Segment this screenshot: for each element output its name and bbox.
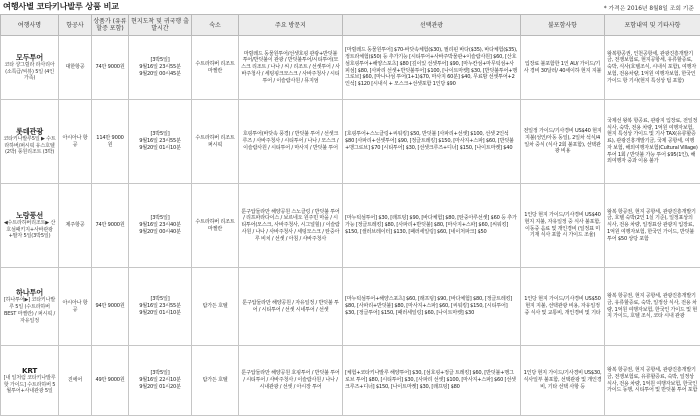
column-header: 여행사명	[1, 15, 59, 36]
airline-cell: 진에어	[59, 346, 92, 416]
schedule-line: 9월20일 01시10분	[131, 145, 189, 152]
price-cell: 74만 9000원	[92, 36, 129, 100]
schedule-line: 9월16일 22시10분	[131, 377, 189, 384]
schedule-line: [3박5일]	[131, 296, 189, 303]
column-header: 주요 방문지	[239, 15, 343, 36]
comparison-table	[0, 14, 700, 416]
optional-tours-cell: [호핑투어+스노클링+씨워킹] $50, 반딧불 [사파리+선셋] $100, 선셋 2인석 $80 [사파리+선셋투어] $90, [정글트레킹] $150, [마사지+스파] $60, [반딧불+맹그로브] $70 [시티투어] $30, [선셋크루즈+디너] $150, [나이트마켓] $40	[343, 100, 521, 184]
optional-tours-cell: [마누틱섬투어+해양스포츠] $60, [래프팅] $90, [바다체험] $80, [정글트레킹] $80, [사파리+반딧불] $80, [마사지+스파] $60, [씨워킹] $150, [시티투어] $30, [정글투어] $150, [패러세일링] $60, [나이트마켓] $30	[343, 268, 521, 346]
page-title: 여행사별 코타키나발루 상품 비교	[3, 1, 119, 12]
schedule-line: [3박5일]	[131, 131, 189, 138]
included-cell: 왕복항공권, 인천공항세, 관광진흥개발기금, 전쟁보험료, 현지공항세, 유류할증료, 숙박, 식사(호텔조식, 시내식 포함), 여행자보험, 전용차량, 1억원 여행자보험, 한국인 가이드 항 기사(현지 특성상 팁 포함)	[605, 36, 700, 100]
included-cell: 국제선 왕복 항공료, 관광지 입장료, 전일정 식사, 숙박, 전용 차량, 1억원 여행자보험, 현지 특성상 가이드 및 기사 TAX(유류할증료), 관광진흥개발기금, 국제 공항세, 여행자 보험, 해외여행자보험(Cultural Village) 투어 1회 / 반딧불 가능 투어 $95(1인), 해외여행자 중과 이용 불가	[605, 100, 700, 184]
excluded-cell: 입장료 불포함한 1인 AU/ 가이드/기사 경비 30달러/ 40세이하 현지 지불	[521, 36, 605, 100]
optional-tours-cell: [체험+코타키나발루 해양투어] $30, [섬호핑+정글 트레킹] $60, [반딧불+맹그로브 투어] $80, [시티투어] $30, [사파리 선셋] $100, [마사지+스파] $60 [선셋크루즈+디너] $150, [나이트마켓] $30, [래프팅] $80	[343, 346, 521, 416]
column-header: 숙소	[192, 15, 239, 36]
schedule-line: 9월16일 23시55분	[131, 138, 189, 145]
airline-cell: 제주항공	[59, 184, 92, 268]
excluded-cell: 1인당 현지 가이드/기사경비 US$30, 식사일부 불포함, 선택관광 및 개인경비, 기타 선택 사항 등	[521, 346, 605, 416]
price-cell: 74만 9000원	[92, 184, 129, 268]
column-header: 불포함사항	[521, 15, 605, 36]
schedule-cell	[129, 184, 192, 268]
included-cell: 왕복 항공권, 현지 공항세, 관광진흥개발기금, 호텔 숙박(2인 1실 기준), 일정표상의 식사, 전용 차량, 일정표상 관광지 입장료, 1억원 여행자보험, 한국인 가이드, 반딧불투어 $50 상당 포함	[605, 184, 700, 268]
airline-cell: 대한항공	[59, 36, 92, 100]
agency-name: 하나투어	[3, 288, 56, 297]
agency-cell	[1, 100, 59, 184]
table-row	[1, 36, 700, 100]
visits-cell: 툰구압둘라만 해양공원 / 자유일정 / 반딧불 투어 / 시티투어 / 선셋 시네투어 / 선셋	[239, 268, 343, 346]
hotel-cell: 수트라하버 리조트마젤란	[192, 184, 239, 268]
agency-cell	[1, 346, 59, 416]
visits-cell: 호핑투어(바닷속 풍경) / 반딧불 투어 / 선셋크루즈 / 사바주청사 / 시티투어 / 나나 / 모스크 / 이슬람사원 / 시티투어 / 마사지 / 반딧불 투어	[239, 100, 343, 184]
included-cell: 왕복 항공권, 현지 공항세, 관광진흥개발기금, 유류할증료, 숙박, 일정상 식사, 전용 차량, 1억원 여행자보험, 한국인 가이드 및 현지 가이드, 호텔 조식, 코타 시내 관광	[605, 268, 700, 346]
price-cell: 114만 9000원	[92, 100, 129, 184]
schedule-line: 9월20일 00시40분	[131, 229, 189, 236]
hotel-cell: 수트라하버 리조트퍼시픽	[192, 100, 239, 184]
optional-tours-cell: [마누틱섬투어] $30, [래프팅] $90, [바다체험] $80, [탄중아루선셋] $60 등 추가 가능 [정글트레킹] $80, [사파리+반딧불] $80, [마사지+스파] $60, [씨워킹] $150, [샐러브레이터] $130, [패러세일링] $60, [네이처파크] $50	[343, 184, 521, 268]
agency-name: 롯데관광	[3, 127, 56, 136]
airline-cell: 아시아나 항공	[59, 268, 92, 346]
price-cell: 94만 9000원	[92, 268, 129, 346]
hotel-cell: 탐가든 호텔	[192, 268, 239, 346]
agency-name: 노랑풍선	[3, 211, 56, 220]
agency-cell	[1, 36, 59, 100]
column-header: 상품가 (유류할증 포함)	[92, 15, 129, 36]
table-row	[1, 184, 700, 268]
hotel-cell: 탐가든 호텔	[192, 346, 239, 416]
product-name: [하나투어▶] 코타키나발루 5일 (수트라하버 BEST 마젤란) / 퍼시픽 / 자유일정	[4, 297, 55, 323]
table-row	[1, 346, 700, 416]
schedule-line: 9월20일 00시45분	[131, 71, 189, 78]
product-name: [내 일처럼 코타키나발루 핫 가이드] 수트라하버 5월투어+사내관광 5일	[4, 375, 56, 395]
schedule-line: 9월20일 01시10분	[131, 310, 189, 317]
schedule-cell	[129, 100, 192, 184]
schedule-line: 9월16일 23시55분	[131, 64, 189, 71]
agency-name: 모두투어	[3, 53, 56, 62]
column-header: 항공사	[59, 15, 92, 36]
table-header-row	[1, 15, 700, 36]
header	[0, 0, 700, 14]
table-row	[1, 268, 700, 346]
excluded-cell: 전일정 가이드/기사경비 US$40 현지 지불(성인/아동 동일), 2일차 석식/4일차 중식 (식사 2회 불포함), 선택관광 비용	[521, 100, 605, 184]
column-header: 현지도착 및 귀국행 출발시간	[129, 15, 192, 36]
excluded-cell: 1인당 현지 가이드/기사경비 US$40 현지 지불, 자유일정 중 식사 불포함, 이동중 음료 및 개인경비 (일정표 미기재 식사 포함 시 가이드 조율)	[521, 184, 605, 268]
excluded-cell: 1인당 현지 가이드/기사경비 US$50 현지 지불, 선택관광 비용, 자유일정 중 식사 및 교통비, 개인경비 및 기타	[521, 268, 605, 346]
hotel-cell: 수트라하버 리조트마젤란	[192, 36, 239, 100]
product-name: ◀수트라하버리조트▶ 산호섬패키지+사바관광+팔자 5일(3박5일)	[4, 220, 55, 240]
product-name: 코타키나발루5일 ▶ 수트라하버/퍼시픽 유스호텔(2박) 풍원리조트 (3박)	[3, 136, 55, 156]
airline-cell: 아시아나 항공	[59, 100, 92, 184]
price-note: * 가격은 2016년 8월8일 조회 기준	[604, 3, 694, 12]
visits-cell: 툰구압둘라만 해양공원 스노클링 / 반딧불 투어 / 리프파라다이스 / 보르네오 원주민 마을 / 시티투어(모스크, 사바주청사, 시그널힐) / 이슬람 사원 / 나나 / 사바주청사 / 세팅모스크 / 탄중아루 비치 / 선셋 / 아침 / 사바주청사	[239, 184, 343, 268]
schedule-line: 9월20일 01시20분	[131, 384, 189, 391]
schedule-cell	[129, 268, 192, 346]
schedule-cell	[129, 346, 192, 416]
agency-name: KRT	[3, 366, 56, 375]
price-cell: 49만 9000원	[92, 346, 129, 416]
agency-cell	[1, 184, 59, 268]
column-header: 선택관광	[343, 15, 521, 36]
schedule-line: 9월16일 23시40분	[131, 222, 189, 229]
column-header: 포함내역 및 기타사항	[605, 15, 700, 36]
schedule-line: [3박5일]	[131, 370, 189, 377]
schedule-line: [3박5일]	[131, 215, 189, 222]
included-cell: 왕복 항공권, 현지 공항세, 관광진흥개발기금, 전쟁보험료, 유류할증료, 숙박, 일정상 식사, 전용 차량, 1억원 여행자보험, 한국인 가이드 동행, 시티투어 및 반딧불 투어 포함	[605, 346, 700, 416]
agency-cell	[1, 268, 59, 346]
visits-cell: 툰구압둘라만 해양공원 호핑투어 / 반딧불 투어 / 시티투어 / 사바주청사 / 이슬람사원 / 나나 / 시내관광 / 선셋 / 아시장 투어	[239, 346, 343, 416]
schedule-line: [3박5일]	[131, 57, 189, 64]
schedule-cell	[129, 36, 192, 100]
optional-tours-cell: [마릴레드 동물원투어] $70-바닷속체험($30), 필리핀 바다($35), 바다체험($35), 정트라체험($50) 등 추가기능 [시티투어+사바주박물관+이슬람사원] $60, [산호섬호핑투어+해양스포츠] $80 [깊이있 선셋투어] $90, [마누칸섬+마무틱섬+사피섬] $80, [사파리 선셋+반딧불투어] $100, [나이트마켓] $30, [반딧불투어+맹그로브] $60, [마나나섬 투어(1+1)$70, 마사지 60분] $40, 무료밤 선셋투어+2인석] $120 [시내식 + 모스크+선셋포함 1인당 $90	[343, 36, 521, 100]
table-row	[1, 100, 700, 184]
schedule-line: 9월16일 23시55분	[131, 303, 189, 310]
visits-cell: 마릴레드 동물원투어/선셋호핑 관광+반딧불 투어/반딧불이 관광 / 반딧불투어/시티투어(모스크 리조트 / 나나 / 씨 / 리조트 / 선셋투어 / 사바주청사 / 세팅핑크모스크 / 사바주청사 / 시티투어 / 이슬람사원 / 뮤지엄	[239, 36, 343, 100]
product-name: 코타 샹그릴라 라사리아 (소특급/씨뷰) 5일 (4인가족)	[4, 62, 54, 82]
